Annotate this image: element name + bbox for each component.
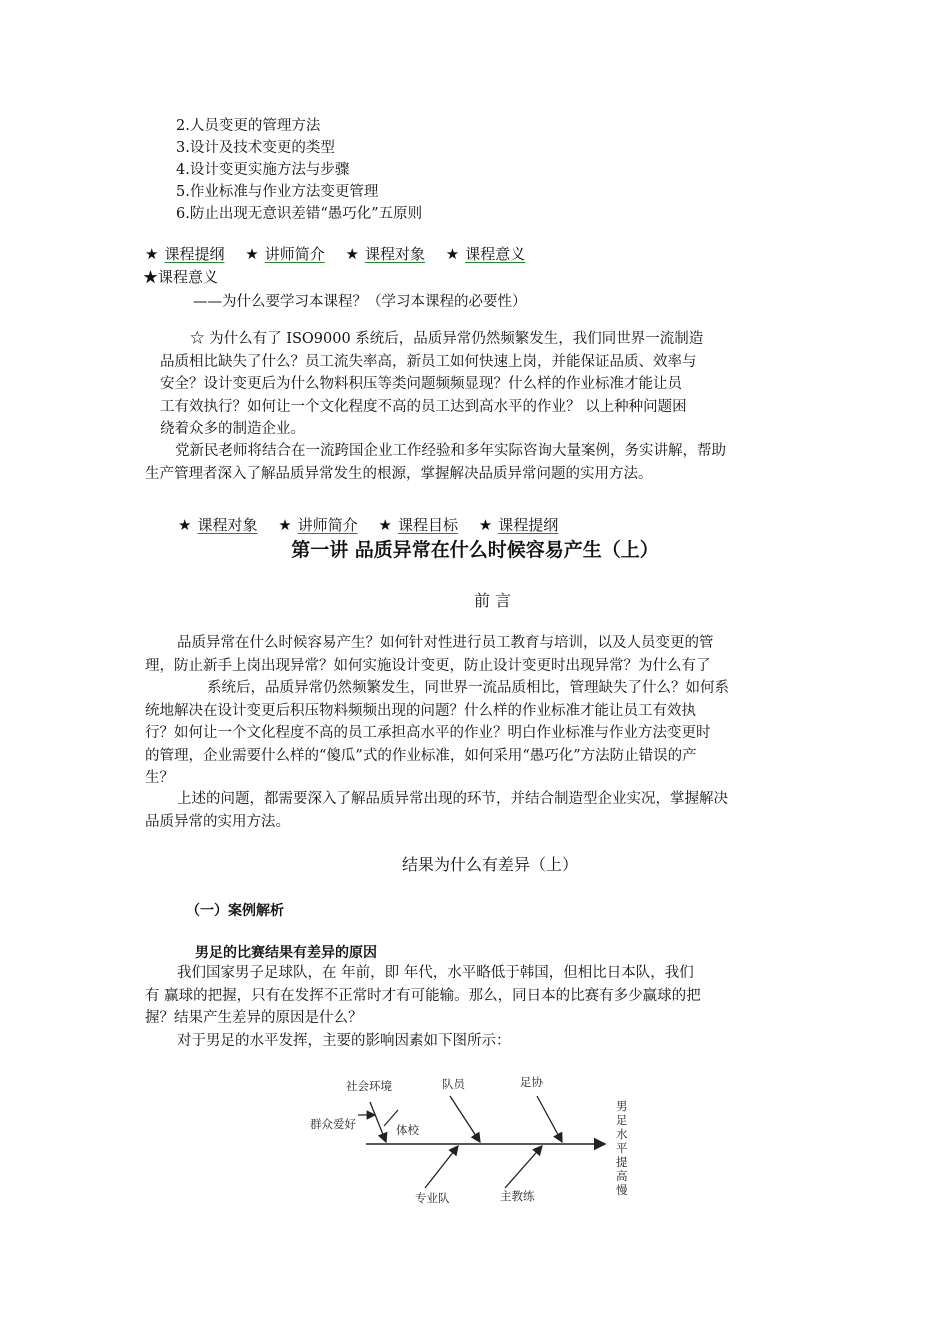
toc-item: 3.设计及技术变更的类型 — [176, 140, 335, 156]
teacher-paragraph — [145, 440, 726, 485]
star-icon: ★ — [178, 516, 192, 534]
text-line: 的管理，企业需要什么样的“傻瓜”式的作业标准，如何采用“愚巧化”方法防止错误的产 — [145, 747, 697, 764]
preface-paragraph-2 — [145, 788, 728, 833]
label-pro-team: 专业队 — [415, 1191, 450, 1205]
preface-title: 前 言 — [473, 591, 512, 610]
star-icon: ★ — [278, 516, 292, 534]
label-fa: 足协 — [520, 1075, 543, 1089]
label-fans: 群众爱好 — [310, 1117, 356, 1131]
text-line: 我们国家男子足球队，在 年前，即 年代，水平略低于韩国，但相比日本队，我们 — [177, 965, 694, 981]
toc-item: 5.作业标准与作业方法变更管理 — [176, 184, 379, 200]
star-icon: ★ — [345, 245, 359, 263]
star-icon: ★ — [445, 245, 460, 263]
toc-item: 2.人员变更的管理方法 — [176, 118, 321, 134]
text-line: 品质相比缺失了什么？员工流失率高，新员工如何快速上岗，并能保证品质、效率与 — [160, 353, 697, 370]
nav-link-outline[interactable]: 课程提纲 — [498, 516, 559, 534]
lecture-title: 第一讲 品质异常在什么时候容易产生（上） — [291, 539, 659, 561]
effect-char: 平 — [616, 1141, 628, 1155]
text-line: ☆ 为什么有了 ISO9000 系统后，品质异常仍然频繁发生，我们同世界一流制造 — [190, 331, 704, 347]
nav-link-audience[interactable]: 课程对象 — [364, 245, 425, 263]
text-line: 理，防止新手上岗出现异常？如何实施设计变更，防止设计变更时出现异常？为什么有了 — [145, 657, 711, 674]
bone-players — [450, 1096, 480, 1142]
text-line: 品质异常在什么时候容易产生？如何针对性进行员工教育与培训，以及人员变更的管 — [177, 635, 714, 651]
text-line: 安全？设计变更后为什么物料积压等类问题频频显现？什么样的作业标准才能让员 — [160, 376, 682, 392]
bone-coach — [505, 1146, 542, 1188]
text-line: 党新民老师将结合在一流跨国企业工作经验和多年实际咨询大量案例，务实讲解，帮助 — [175, 443, 726, 459]
label-sports-school: 体校 — [396, 1123, 419, 1137]
effect-char: 提 — [616, 1155, 628, 1169]
text-line: 有 赢球的把握，只有在发挥不正常时才有可能输。那么，同日本的比赛有多少赢球的把 — [145, 987, 701, 1004]
bone-social — [370, 1102, 386, 1142]
text-line: 上述的问题，都需要深入了解品质异常出现的环节，并结合制造型企业实况，掌握解决 — [177, 791, 728, 807]
nav-link-outline[interactable]: 课程提纲 — [164, 245, 225, 263]
case-heading: （一）案例解析 — [186, 903, 284, 919]
text-line: 握？结果产生差异的原因是什么？ — [145, 1010, 363, 1026]
intro-paragraph — [160, 328, 703, 441]
label-social-env: 社会环境 — [346, 1079, 392, 1093]
star-icon: ★ — [145, 245, 159, 263]
course-nav-bottom — [178, 514, 558, 535]
effect-char: 足 — [616, 1113, 628, 1127]
text-line: 生产管理者深入了解品质异常发生的根源，掌握解决品质异常问题的实用方法。 — [145, 465, 653, 482]
effect-char: 慢 — [616, 1183, 628, 1197]
toc-item: 6.防止出现无意识差错“愚巧化”五原则 — [176, 206, 423, 222]
nav-link-teacher[interactable]: 讲师简介 — [297, 516, 358, 534]
text-line: 绕着众多的制造企业。 — [160, 421, 305, 437]
case-title: 男足的比赛结果有差异的原因 — [195, 945, 377, 961]
nav-link-teacher[interactable]: 讲师简介 — [264, 245, 325, 263]
star-icon: ★ — [245, 245, 259, 263]
text-line: 行？如何让一个文化程度不高的员工承担高水平的作业？明白作业标准与作业方法变更时 — [145, 725, 711, 741]
case-paragraph — [145, 962, 701, 1052]
label-players: 队员 — [442, 1077, 465, 1091]
label-head-coach: 主教练 — [500, 1189, 535, 1203]
effect-char: 高 — [616, 1169, 628, 1183]
bone-pro-team — [425, 1146, 458, 1188]
text-line: 工有效执行？如何让一个文化程度不高的员工达到高水平的作业？ 以上种种问题困 — [160, 398, 687, 415]
course-nav-top — [145, 243, 525, 264]
preface-paragraph — [145, 632, 729, 790]
effect-label — [616, 1099, 628, 1197]
section-title: ★课程意义 — [143, 268, 219, 286]
nav-link-audience[interactable]: 课程对象 — [197, 516, 258, 534]
text-line: 对于男足的水平发挥，主要的影响因素如下图所示： — [177, 1032, 511, 1049]
toc-list — [176, 115, 422, 225]
text-line: 统地解决在设计变更后积压物料频频出现的问题？什么样的作业标准才能让员工有效执 — [145, 702, 696, 719]
star-icon: ★ — [378, 516, 392, 534]
text-line: 生？ — [145, 770, 174, 786]
text-line: 品质异常的实用方法。 — [145, 813, 290, 830]
star-icon: ★ — [478, 516, 493, 534]
effect-char: 水 — [616, 1127, 628, 1141]
nav-link-goals[interactable]: 课程目标 — [397, 516, 458, 534]
result-title: 结果为什么有差异（上） — [401, 855, 578, 874]
nav-link-significance[interactable]: 课程意义 — [465, 245, 526, 263]
section-subtitle: ——为什么要学习本课程？（学习本课程的必要性） — [193, 294, 527, 310]
fishbone-diagram — [300, 1068, 640, 1213]
text-line: 系统后，品质异常仍然频繁发生，同世界一流品质相比，管理缺失了什么？如何系 — [207, 680, 729, 696]
effect-char: 男 — [616, 1099, 628, 1113]
bone-fa — [537, 1096, 562, 1142]
toc-item: 4.设计变更实施方法与步骤 — [176, 162, 350, 178]
